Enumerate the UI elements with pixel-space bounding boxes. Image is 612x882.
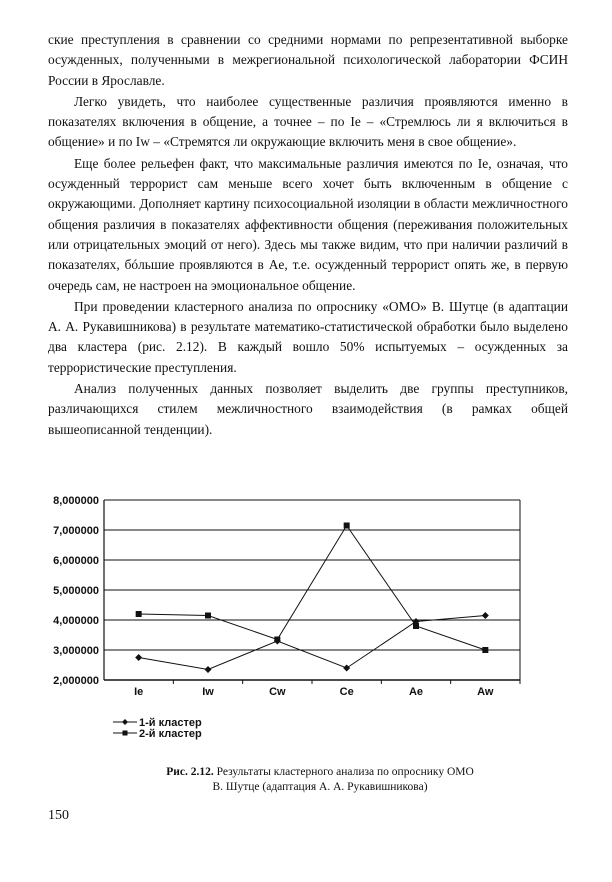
x-tick-label: Ae: [408, 686, 424, 698]
data-point: [135, 654, 142, 661]
paragraph: При проведении кластерного анализа по опроснику «ОМО» В. Шутце (в адаптации А. А. Рукавишникова) в результате математико-статистической обработки было выделено два кластера (рис. 2.12). В каждый вошло 50% испытуемых – осужденных за террористические преступления.: [48, 298, 568, 375]
legend-marker: [123, 731, 128, 736]
paragraph: Еще более рельефен факт, что максимальные различия имеются по Ie, означая, что осужденный террорист сам меньше всего хочет быть включенным в общение с окружающими. Дополняет картину психосоциальной изоляции в области межличностного общения различия в показателях аффективности общения (переживания положительных или отрицательных эмоций от него). Здесь мы также видим, что при наличии различий в показателях, бóльшие проявляются в Ae, т.е. осужденный террорист опять же, в первую очередь сам, не настроен на эмоциональное общение.: [48, 155, 568, 293]
data-point: [205, 613, 211, 619]
data-point: [344, 523, 350, 529]
data-point: [136, 611, 142, 617]
y-tick-label: 6,000000: [53, 555, 99, 567]
caption-line-2: В. Шутце (адаптация А. А. Рукавишникова): [212, 781, 428, 793]
y-tick-label: 5,000000: [53, 585, 99, 597]
data-point: [413, 623, 419, 629]
y-tick-label: 4,000000: [53, 615, 99, 627]
data-point: [205, 666, 212, 673]
legend-label: 1-й кластер: [139, 717, 202, 729]
paragraph: Легко увидеть, что наиболее существенные различия проявляются именно в показателях включения в общение, а точнее – по Ie – «Стремлюсь ли я включиться в общение» и по Iw – «Стремятся ли окружающие включить меня в свое общение».: [48, 93, 568, 150]
y-tick-label: 8,000000: [53, 495, 99, 507]
paragraph: Анализ полученных данных позволяет выделить две группы преступников, различающихся стилем межличностного взаимодействия (в рамках общей вышеописанной тенденции).: [48, 381, 568, 437]
data-point: [274, 637, 280, 643]
page-number: 150: [48, 808, 69, 823]
data-point: [343, 665, 350, 672]
x-tick-label: Ie: [134, 686, 144, 698]
series-line-1: [139, 616, 486, 670]
caption-label: Рис. 2.12.: [166, 766, 214, 778]
y-tick-label: 3,000000: [53, 645, 99, 657]
legend-marker: [122, 719, 128, 725]
series-line-2: [139, 526, 486, 651]
y-tick-label: 7,000000: [53, 525, 99, 537]
x-tick-label: Cw: [269, 686, 286, 698]
figure-caption: [110, 765, 530, 795]
paragraph: ские преступления в сравнении со средними нормами по репрезентативной выборке осужденных, полученными в межрегиональной психологической лаборатории ФСИН России в Ярославле.: [48, 32, 568, 88]
x-tick-label: Ce: [339, 686, 354, 698]
x-tick-label: Iw: [202, 686, 214, 698]
x-tick-label: Aw: [477, 686, 494, 698]
caption-line-1: Результаты кластерного анализа по опроснику ОМО: [216, 766, 474, 778]
legend-label: 2-й кластер: [139, 728, 202, 740]
data-point: [482, 647, 488, 653]
y-tick-label: 2,000000: [53, 675, 99, 687]
data-point: [482, 612, 489, 619]
